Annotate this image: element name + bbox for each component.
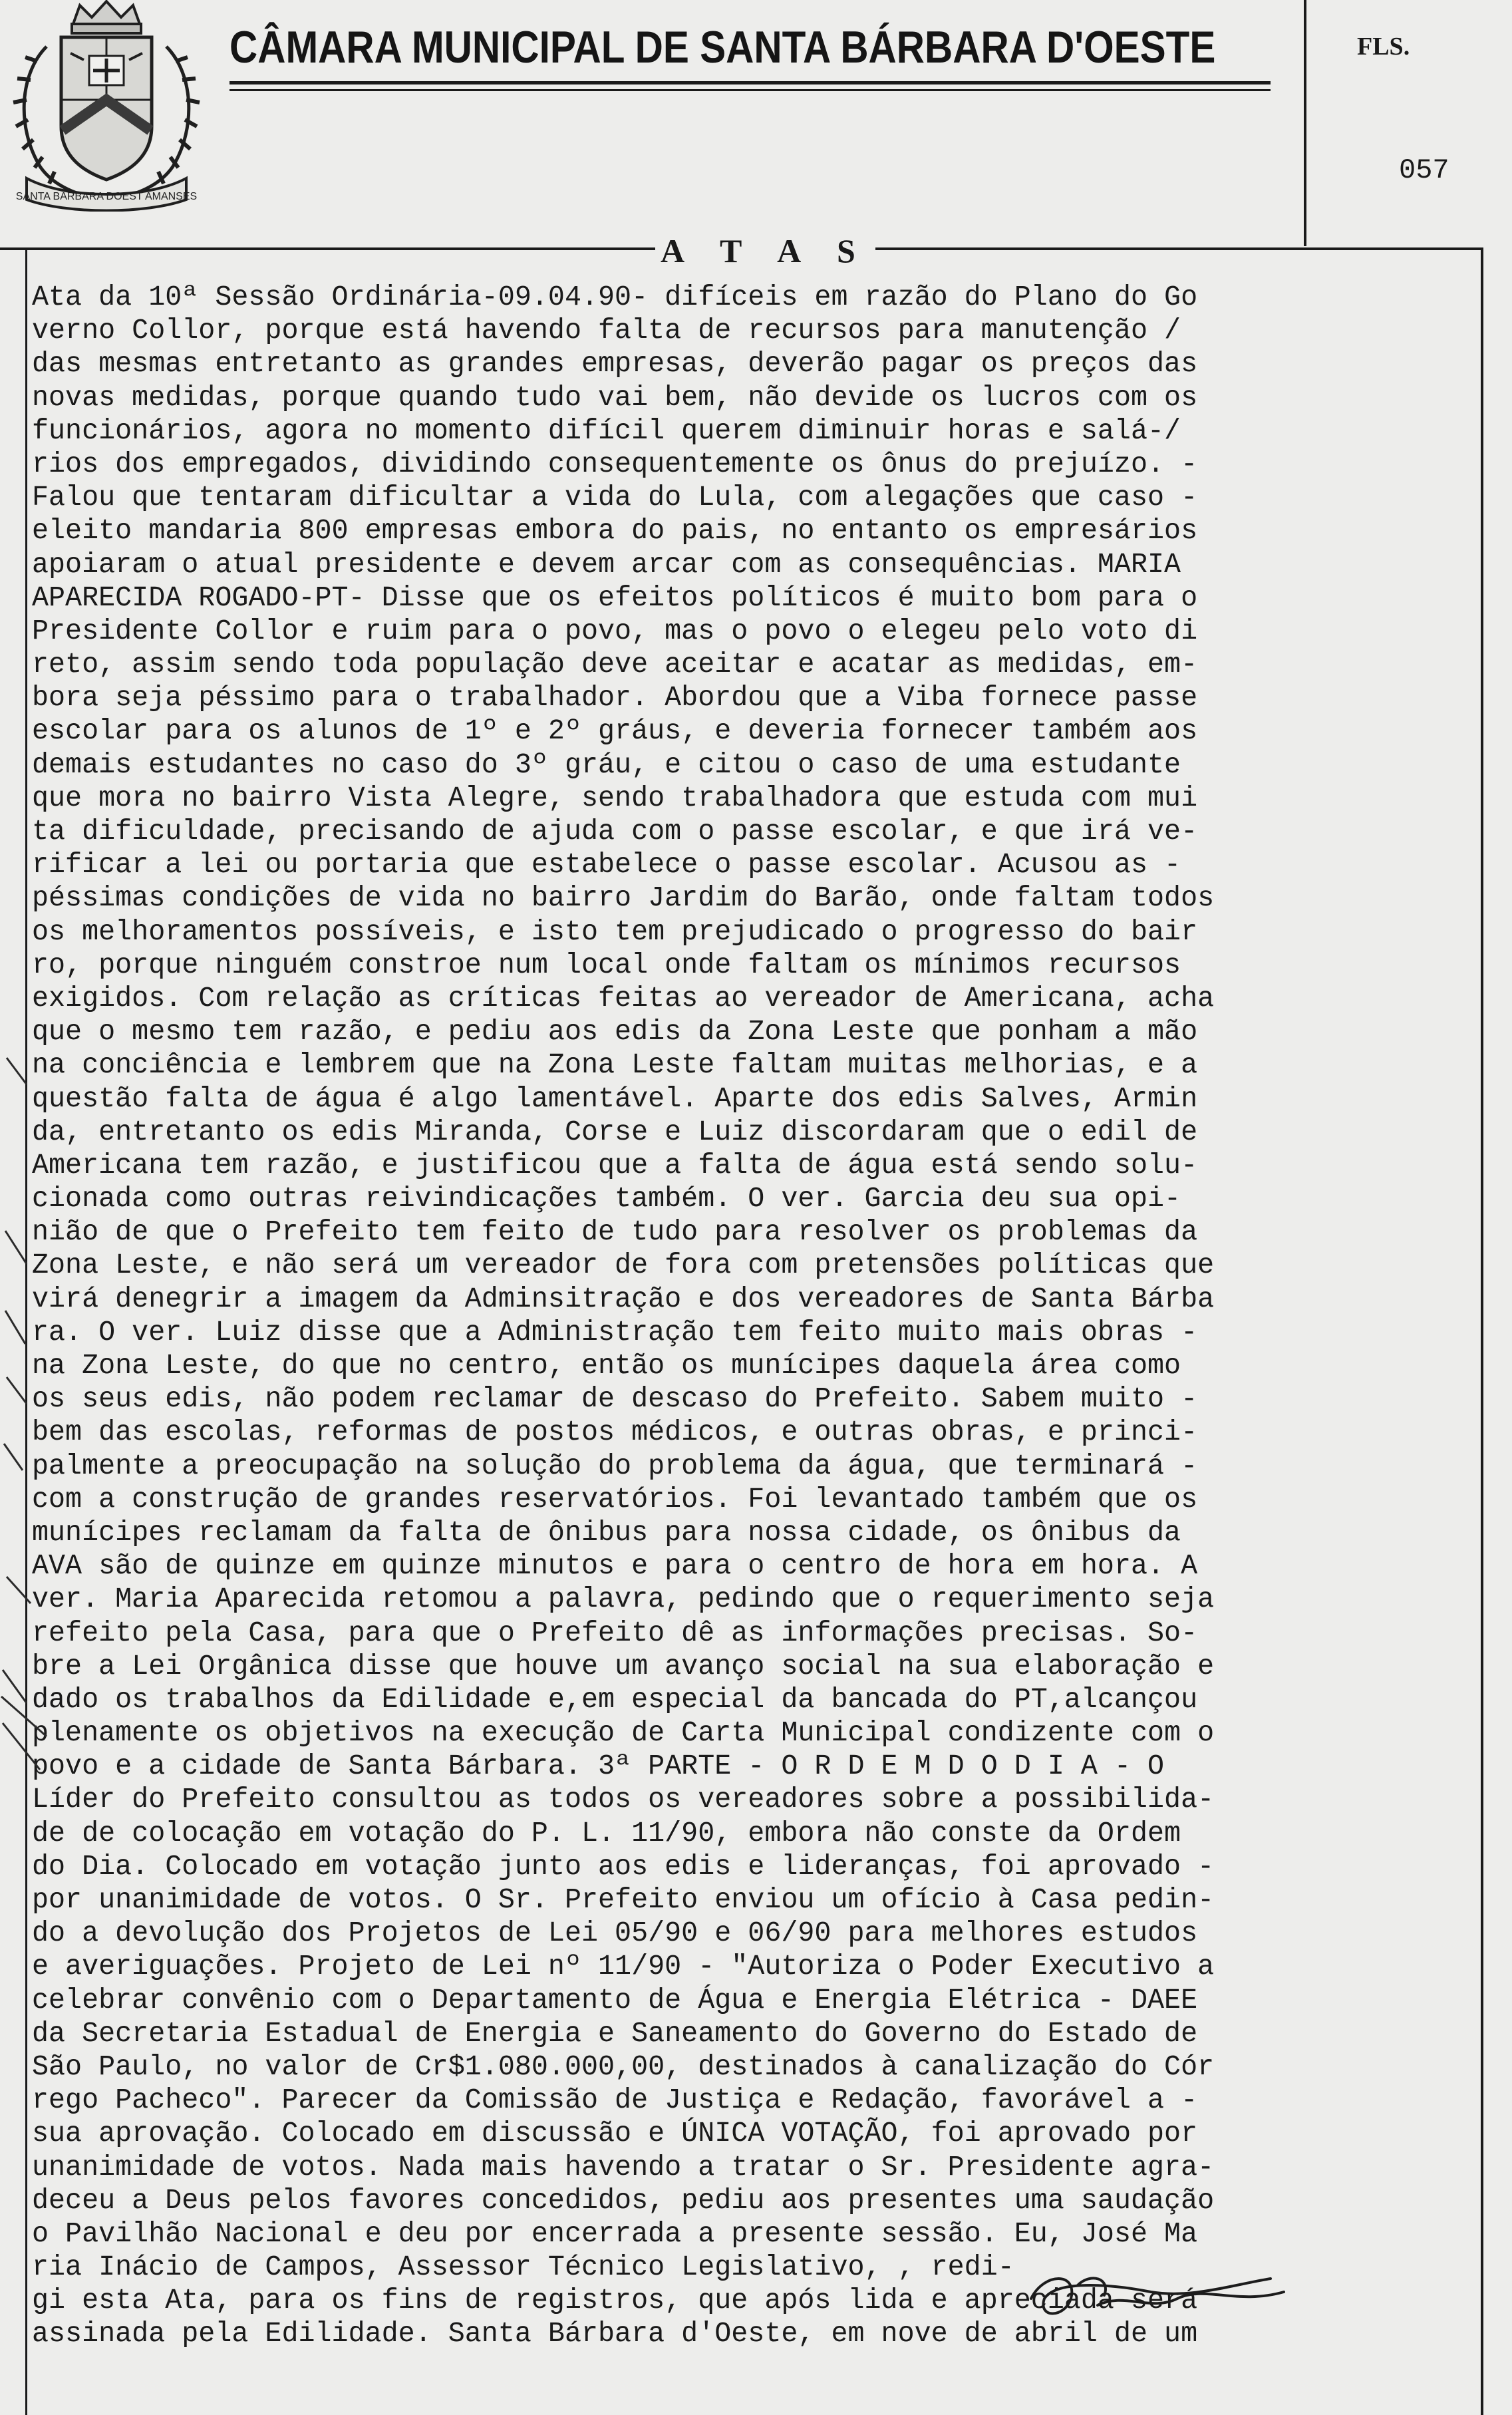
- minutes-line: das mesmas entretanto as grandes empresas, deverão pagar os preços das: [32, 347, 1198, 381]
- minutes-line: de de colocação em votação do P. L. 11/90, embora não conste da Ordem: [32, 1816, 1181, 1850]
- minutes-line: na conciência e lembrem que na Zona Leste faltam muitas melhorias, e a: [32, 1048, 1198, 1082]
- minutes-line: rios dos empregados, dividindo consequentemente os ônus do prejuízo. -: [32, 447, 1198, 480]
- fls-label: FLS.: [1357, 33, 1410, 61]
- minutes-line: bre a Lei Orgânica disse que houve um avanço social na sua elaboração e: [32, 1649, 1215, 1683]
- minutes-line: exigidos. Com relação as críticas feitas ao vereador de Americana, acha: [32, 981, 1215, 1015]
- minutes-line: Presidente Collor e ruim para o povo, mas o povo o elegeu pelo voto di: [32, 614, 1198, 647]
- minutes-line: na Zona Leste, do que no centro, então os munícipes daquela área como: [32, 1349, 1181, 1382]
- minutes-line: Americana tem razão, e justificou que a falta de água está sendo solu-: [32, 1148, 1198, 1182]
- minutes-line: dado os trabalhos da Edilidade e,em especial da bancada do PT,alcançou: [32, 1683, 1198, 1716]
- minutes-line: funcionários, agora no momento difícil querem diminuir horas e salá-/: [32, 414, 1181, 447]
- crest-motto: SANTA BARBARA DOEST AMANSES: [15, 191, 198, 202]
- minutes-line: munícipes reclamam da falta de ônibus para nossa cidade, os ônibus da: [32, 1516, 1181, 1549]
- minutes-line: ta dificuldade, precisando de ajuda com o passe escolar, e que irá ve-: [32, 815, 1198, 848]
- minutes-line: bem das escolas, reformas de postos médicos, e outras obras, e princi-: [32, 1416, 1198, 1449]
- minutes-line: Líder do Prefeito consultou as todos os vereadores sobre a possibilida-: [32, 1783, 1215, 1816]
- minutes-line: gi esta Ata, para os fins de registros, que após lida e apreciada será: [32, 2284, 1198, 2317]
- minutes-line: rificar a lei ou portaria que estabelece o passe escolar. Acusou as -: [32, 848, 1181, 882]
- minutes-line: ro, porque ninguém constroe num local onde faltam os mínimos recursos: [32, 948, 1181, 981]
- minutes-line: AVA são de quinze em quinze minutos e para o centro de hora em hora. A: [32, 1549, 1198, 1583]
- minutes-line: São Paulo, no valor de Cr$1.080.000,00, destinados à canalização do Cór: [32, 2050, 1215, 2083]
- minutes-line: reto, assim sendo toda população deve aceitar e acatar as medidas, em-: [32, 648, 1198, 681]
- minutes-line: APARECIDA ROGADO-PT- Disse que os efeitos políticos é muito bom para o: [32, 581, 1198, 614]
- minutes-line: do Dia. Colocado em votação junto aos edis e lideranças, foi aprovado -: [32, 1850, 1215, 1883]
- minutes-line: Ata da 10ª Sessão Ordinária-09.04.90- difíceis em razão do Plano do Go: [32, 281, 1198, 313]
- minutes-line: ver. Maria Aparecida retomou a palavra, pedindo que o requerimento seja: [32, 1583, 1215, 1616]
- minutes-line: o Pavilhão Nacional e deu por encerrada a presente sessão. Eu, José Ma: [32, 2217, 1198, 2250]
- minutes-line: refeito pela Casa, para que o Prefeito dê as informações precisas. So-: [32, 1616, 1198, 1649]
- minutes-line: nião de que o Prefeito tem feito de tudo para resolver os problemas da: [32, 1215, 1198, 1249]
- minutes-line: celebrar convênio com o Departamento de Água e Energia Elétrica - DAEE: [32, 1983, 1198, 2016]
- minutes-line: com a construção de grandes reservatórios. Foi levantado também que os: [32, 1482, 1198, 1516]
- minutes-line: plenamente os objetivos na execução de Carta Municipal condizente com o: [32, 1716, 1215, 1750]
- minutes-line: deceu a Deus pelos favores concedidos, pediu aos presentes uma saudação: [32, 2183, 1215, 2217]
- minutes-line: rego Pacheco". Parecer da Comissão de Justiça e Redação, favorável a -: [32, 2084, 1198, 2117]
- minutes-line: cionada como outras reivindicações também. O ver. Garcia deu sua opi-: [32, 1182, 1181, 1215]
- margin-check-marks: [0, 1031, 53, 2062]
- minutes-line: apoiaram o atual presidente e devem arcar com as consequências. MARIA: [32, 548, 1181, 581]
- minutes-line: questão falta de água é algo lamentável. Aparte dos edis Salves, Armin: [32, 1082, 1198, 1115]
- minutes-line: péssimas condições de vida no bairro Jardim do Barão, onde faltam todos: [32, 882, 1215, 915]
- minutes-line: ra. O ver. Luiz disse que a Administração tem feito muito mais obras -: [32, 1315, 1198, 1349]
- minutes-line: povo e a cidade de Santa Bárbara. 3ª PARTE - O R D E M D O D I A - O: [32, 1750, 1165, 1783]
- header-underline-thin: [229, 89, 1271, 91]
- minutes-line: bora seja péssimo para o trabalhador. Abordou que a Viba fornece passe: [32, 681, 1198, 715]
- minutes-line: virá denegrir a imagem da Adminsitração e dos vereadores de Santa Bárba: [32, 1282, 1215, 1315]
- header-underline: [229, 81, 1271, 84]
- minutes-line: novas medidas, porque quando tudo vai bem, não devide os lucros com os: [32, 381, 1198, 414]
- signature-mark: [1018, 2259, 1324, 2332]
- minutes-line: os seus edis, não podem reclamar de descaso do Prefeito. Sabem muito -: [32, 1382, 1198, 1416]
- minutes-line: Zona Leste, e não será um vereador de fora com pretensões políticas que: [32, 1249, 1215, 1282]
- minutes-line: do a devolução dos Projetos de Lei 05/90 e 06/90 para melhores estudos: [32, 1917, 1198, 1950]
- minutes-text: [32, 281, 1482, 2351]
- minutes-line: e averiguações. Projeto de Lei nº 11/90 - "Autoriza o Poder Executivo a: [32, 1950, 1215, 1983]
- minutes-line: que mora no bairro Vista Alegre, sendo trabalhadora que estuda com mui: [32, 781, 1198, 814]
- minutes-line: unanimidade de votos. Nada mais havendo a tratar o Sr. Presidente agra-: [32, 2150, 1215, 2183]
- coat-of-arms-icon: [7, 0, 206, 212]
- minutes-line: que o mesmo tem razão, e pediu aos edis da Zona Leste que ponham a mão: [32, 1015, 1198, 1048]
- minutes-line: por unanimidade de votos. O Sr. Prefeito enviou um ofício à Casa pedin-: [32, 1883, 1215, 1916]
- minutes-line: os melhoramentos possíveis, e isto tem prejudicado o progresso do bair: [32, 915, 1198, 948]
- fls-divider: [1304, 0, 1306, 246]
- minutes-line: da Secretaria Estadual de Energia e Saneamento do Governo do Estado de: [32, 2016, 1198, 2050]
- section-title: A T A S: [655, 232, 875, 270]
- minutes-line: palmente a preocupação na solução do problema da água, que terminará -: [32, 1449, 1198, 1482]
- minutes-line: sua aprovação. Colocado em discussão e ÚNICA VOTAÇÃO, foi aprovado por: [32, 2117, 1198, 2150]
- minutes-line: demais estudantes no caso do 3º gráu, e citou o caso de uma estudante: [32, 748, 1181, 781]
- minutes-line: eleito mandaria 800 empresas embora do pais, no entanto os empresários: [32, 514, 1198, 548]
- page-title: CÂMARA MUNICIPAL DE SANTA BÁRBARA D'OESTE: [229, 22, 1216, 73]
- minutes-line: escolar para os alunos de 1º e 2º gráus, e deveria fornecer também aos: [32, 715, 1198, 748]
- minutes-line: Falou que tentaram dificultar a vida do Lula, com alegações que caso -: [32, 481, 1198, 514]
- minutes-line: assinada pela Edilidade. Santa Bárbara d'Oeste, em nove de abril de um: [32, 2317, 1198, 2350]
- minutes-line: ria Inácio de Campos, Assessor Técnico Legislativo, , redi-: [32, 2251, 1014, 2284]
- minutes-line: da, entretanto os edis Miranda, Corse e Luiz discordaram que o edil de: [32, 1115, 1198, 1148]
- page-number: 057: [1399, 154, 1449, 186]
- minutes-line: verno Collor, porque está havendo falta de recursos para manutenção /: [32, 314, 1181, 347]
